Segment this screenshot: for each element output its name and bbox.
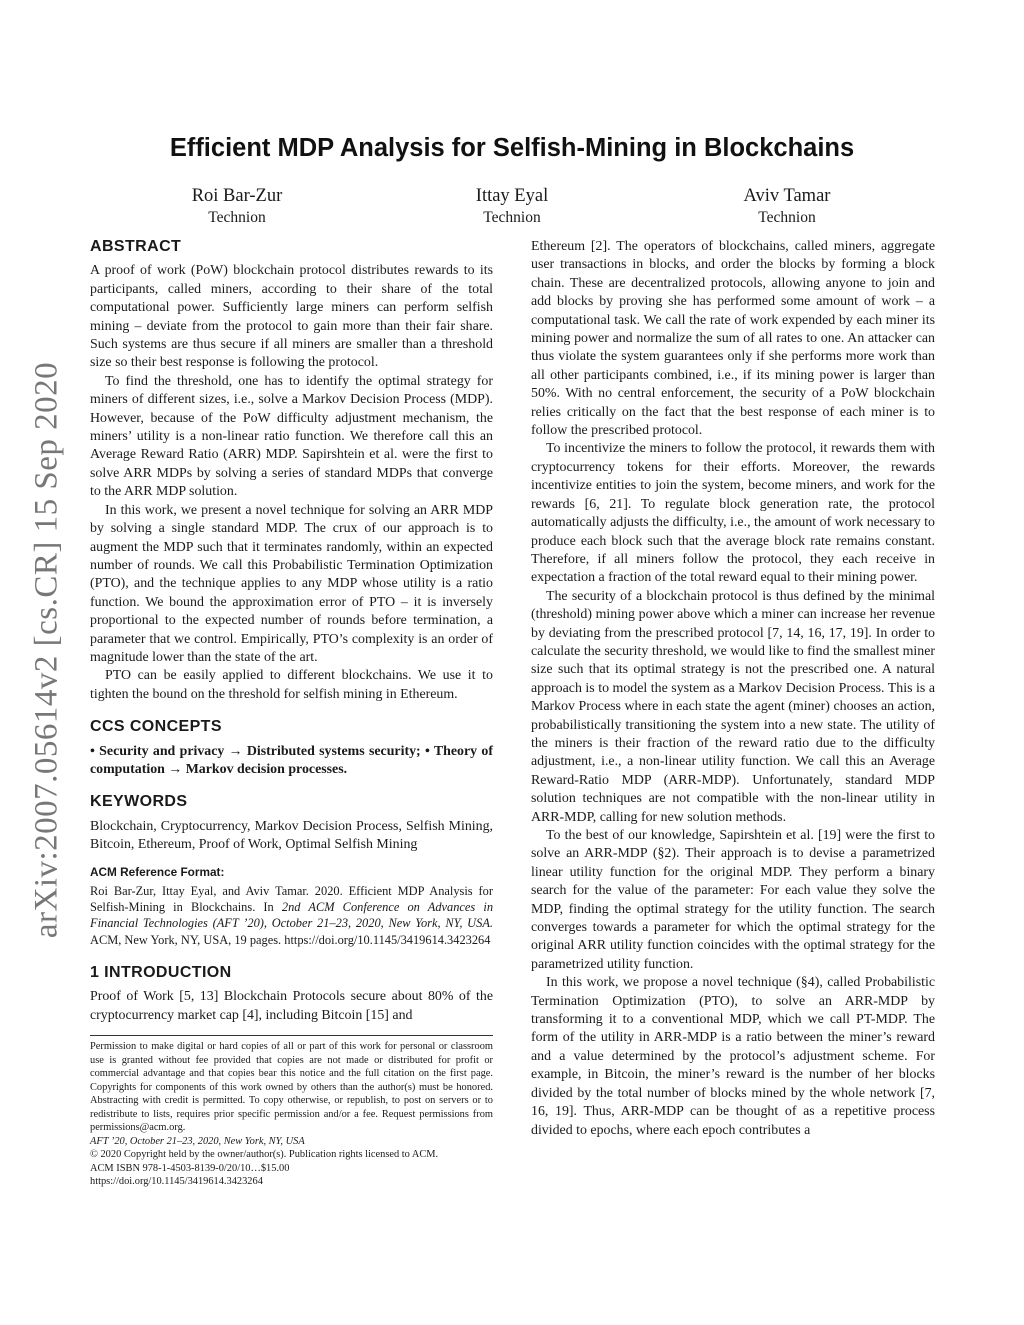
intro-paragraph-3: The security of a blockchain protocol is thus defined by the minimal (threshold) mining power above which a miner can increase her revenue by deviating from the prescribed protocol [7, 14, 16, 17, 19]. In order to calculate the security threshold, we would like to find the smallest miner size such that its optimal strategy is not the prescribed one. A natural approach is to model the system as a Markov Decision Process. This is a Markov Process where in each state the agent (miner) chooses an action, probabilistically transitioning the system into a new state. The utility of the miners is their fraction of the reward ratio due to the difficulty adjustment, i.e., a non-linear utility function. We call this an Average Reward-Ratio MDP (ARR-MDP). Unfortunately, standard MDP solution techniques are not compatible with the non-linear utility in ARR-MDP, calling for new solution methods. (531, 588, 935, 825)
intro-paragraph-1-start: Proof of Work [5, 13] Blockchain Protocols secure about 80% of the cryptocurrency market cap [4], including Bitcoin [15] and (90, 989, 493, 1023)
introduction-heading: 1 INTRODUCTION (90, 963, 232, 981)
abstract-paragraph-4: PTO can be easily applied to different blockchains. We use it to tighten the bound on the threshold for selfish mining in Ethereum. (90, 668, 493, 702)
author-affiliation: Technion (483, 209, 541, 226)
author-affiliation: Technion (208, 209, 266, 226)
acm-reference-heading: ACM Reference Format: (90, 864, 225, 879)
abstract-paragraph-2: To find the threshold, one has to identify the optimal strategy for miners of different sizes, i.e., solve a Markov Decision Process (MDP). However, because of the PoW difficulty adjustment mechanism, the miners’ utility is a non-linear ratio function. We therefore call this an Average Reward Ratio (ARR) MDP. Sapirshtein et al. were the first to solve ARR MDPs by solving a series of standard MDPs that converge to the ARR MDP solution. (90, 373, 493, 500)
ccs-concepts: • Security and privacy → Distributed systems security; • Theory of computation → Markov decision processes. (90, 743, 493, 777)
author-name: Aviv Tamar (743, 186, 831, 206)
arxiv-identifier (22, 350, 72, 950)
abstract-paragraph-3: In this work, we present a novel technique for solving an ARR MDP by solving a single standard MDP. The crux of our approach is to augment the MDP such that it terminates randomly, within an expected number of rounds. We call this Probabilistic Termination Optimization (PTO), and the technique applies to any MDP whose utility is a ratio function. We bound the approximation error of PTO – it is inversely proportional to the expected number of rounds before termination, a parameter that we control. Empirically, PTO’s complexity is an order of magnitude lower than the state of the art. (90, 502, 493, 665)
abstract-heading: ABSTRACT (90, 238, 182, 255)
author-affiliation: Technion (758, 209, 816, 226)
keywords-text: Blockchain, Cryptocurrency, Markov Decision Process, Selfish Mining, Bitcoin, Ethereum, Proof of Work, Optimal Selfish Mining (90, 818, 493, 853)
paper-title: Efficient MDP Analysis for Selfish-Mining in Blockchains (169, 134, 855, 162)
reference-part: ACM, New York, NY, USA, 19 pages. https://doi.org/10.1145/3419614.3423264 (90, 932, 491, 947)
author-name: Roi Bar-Zur (191, 186, 283, 206)
left-column (90, 238, 493, 1189)
abstract-paragraph-1: A proof of work (PoW) blockchain protocol distributes rewards to its participants, called miners, according to their share of the total computational power. Sufficiently large miners can perform selfish mining – deviate from the protocol to gain more than their fair share. Such systems are thus secure if all miners are smaller than a threshold size so their best response is following the protocol. (90, 263, 493, 371)
conference-line: AFT ’20, October 21–23, 2020, New York, NY, USA (90, 1135, 305, 1147)
ccs-heading: CCS CONCEPTS (90, 718, 222, 736)
intro-paragraph-1-continued: Ethereum [2]. The operators of blockchains, called miners, aggregate user transactions in blocks, and order the blocks by forming a block chain. These are decentralized protocols, allowing anyone to join and add blocks by proving she has performed some amount of work – a computational task. We call the rate of work expended by each miner its mining power and normalize the sum of all rates to one. An attacker can thus violate the system guarantees only if she performs more work than all other participants combined, i.e., if its mining power is larger than 50%. With no central enforcement, the security of a PoW blockchain relies critically on the fact that the best response of each miner is to follow the prescribed protocol. (531, 239, 935, 439)
author-2 (402, 186, 622, 227)
right-column (531, 238, 935, 1140)
footnote-block (90, 1035, 493, 1189)
intro-paragraph-4: To the best of our knowledge, Sapirshtein et al. [19] were the first to solve an ARR-MDP (§2). Their approach is to devise a parametrized linear utility function for the original MDP. They perform a binary search for the value of the parameter: For each value they solve the MDP, finding the optimal strategy for the utility function. The search converges towards a parameter for which the optimal strategy for the original ARR utility function coincides with the optimal strategy for the parametrized utility function. (531, 828, 935, 972)
author-3 (677, 186, 897, 227)
intro-paragraph-2: To incentivize the miners to follow the protocol, it rewards them with cryptocurrency tokens for their efforts. Moreover, the rewards incentivize entities to join the system, become miners, and work for the rewards [6, 21]. To regulate block generation rate, the protocol automatically adjusts the difficulty, i.e., the amount of work necessary to produce each block such that the average block rate remains constant. Therefore, if all miners follow the protocol, they each receive in expectation a fraction of the total reward equal to their mining power. (531, 441, 935, 586)
copyright-line: © 2020 Copyright held by the owner/author(s). Publication rights licensed to ACM. (90, 1149, 439, 1161)
author-1 (127, 186, 347, 227)
arxiv-id-text: arXiv:2007.05614v2 [cs.CR] 15 Sep 2020 (28, 361, 65, 939)
author-name: Ittay Eyal (475, 186, 549, 206)
reference-part: Roi Bar-Zur, Ittay Eyal, and Aviv Tamar. 2020. Efficient MDP Analysis for Selfish-Mining in Blockchains. In (90, 884, 493, 915)
doi-line[interactable]: https://doi.org/10.1145/3419614.3423264 (90, 1176, 263, 1188)
isbn-line: ACM ISBN 978-1-4503-8139-0/20/10…$15.00 (90, 1162, 290, 1174)
permission-notice: Permission to make digital or hard copies of all or part of this work for personal or classroom use is granted without fee provided that copies are not made or distributed for profit or commercial advantage and that copies bear this notice and the full citation on the first page. Copyrights for components of this work owned by others than the author(s) must be honored. Abstracting with credit is permitted. To copy otherwise, or republish, to post on servers or to redistribute to lists, requires prior specific permission and/or a fee. Request permissions from permissions@acm.org. (90, 1041, 493, 1134)
intro-paragraph-5: In this work, we propose a novel technique (§4), called Probabilistic Termination Optimization (PTO), to solve an ARR-MDP by transforming it to a conventional MDP, which we call PT-MDP. The form of the utility in ARR-MDP is a ratio between the miner’s reward and a value determined by the protocol’s adjustment scheme. For example, in Bitcoin, the miner’s reward is the number of her blocks divided by the total number of blocks mined by the whole network [7, 16, 19]. Thus, ARR-MDP can be thought of as a repetitive process divided to epochs, where each epoch contributes a (531, 975, 935, 1138)
acm-reference-text (90, 883, 493, 948)
reference-venue: 2nd ACM Conference on Advances in Financial Technologies (AFT ’20), October 21–23, 2020, New York, NY, USA. (90, 900, 494, 931)
keywords-heading: KEYWORDS (90, 793, 188, 811)
